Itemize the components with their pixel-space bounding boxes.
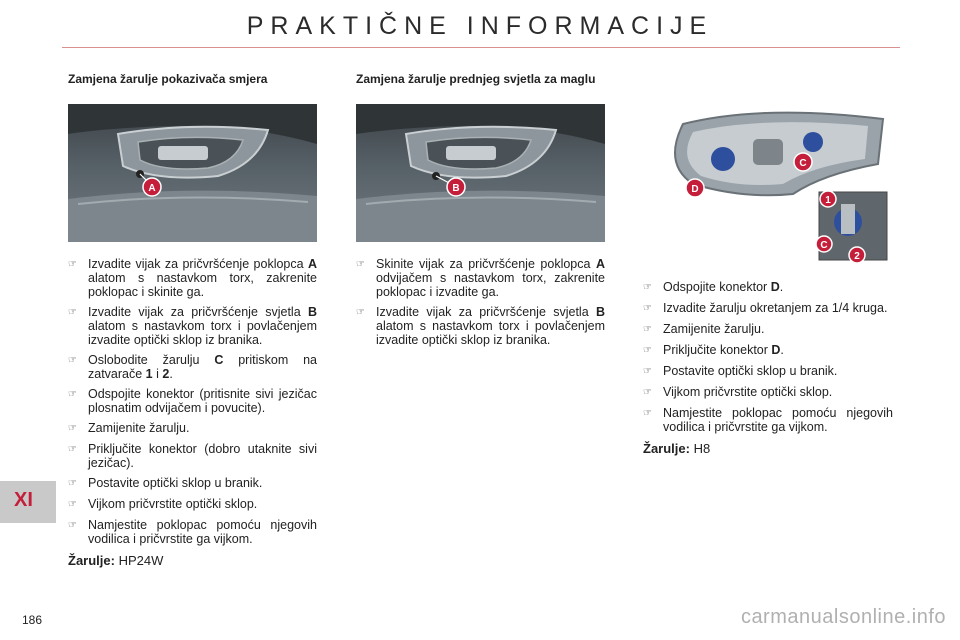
col3-instructions	[643, 280, 893, 456]
list-item	[643, 280, 893, 295]
text-fragment: .	[780, 343, 784, 357]
list-item-text	[88, 257, 317, 299]
page-number: 186	[22, 613, 43, 627]
list-item	[356, 257, 605, 299]
list-item	[643, 343, 893, 358]
callout-reference: D	[770, 280, 780, 294]
list-item-text	[663, 406, 893, 434]
callout-a-label: A	[148, 183, 156, 194]
list-item	[643, 301, 893, 316]
list-item-text	[88, 497, 317, 512]
text-fragment: Izvadite vijak za pričvršćenje svjetla	[88, 305, 308, 319]
text-fragment: Izvadite vijak za pričvršćenje poklopca	[88, 257, 308, 271]
bulb-spec-label: Žarulje:	[68, 553, 115, 568]
list-item	[643, 385, 893, 400]
callout-reference: 1	[145, 367, 153, 381]
callout-reference: 2	[162, 367, 170, 381]
list-item-text	[663, 280, 893, 295]
bulb-spec-value: H8	[693, 441, 711, 456]
list-item-text	[88, 442, 317, 470]
list-item-text	[376, 305, 605, 347]
list-item	[68, 257, 317, 299]
text-fragment: Odspojite konektor (pritisnite sivi jezičac plosnatim odvijačem i povucite).	[88, 387, 317, 415]
list-item-text	[88, 305, 317, 347]
bulb-spec	[643, 442, 893, 456]
text-fragment: Vijkom pričvrstite optički sklop.	[663, 385, 833, 399]
pointing-hand-icon: ☞	[356, 259, 365, 270]
pointing-hand-icon: ☞	[68, 444, 77, 455]
callout-d-label: D	[691, 184, 699, 195]
col1-heading: Zamjena žarulje pokazivača smjera	[68, 72, 268, 86]
pointing-hand-icon: ☞	[643, 345, 652, 356]
callout-reference: A	[595, 257, 605, 271]
text-fragment: i	[152, 367, 163, 381]
callout-c-label: C	[799, 158, 807, 169]
callout-1-label: 1	[825, 195, 831, 206]
list-item	[68, 421, 317, 436]
list-item	[68, 497, 317, 512]
text-fragment: Odspojite konektor	[663, 280, 771, 294]
text-fragment: Skinite vijak za pričvršćenje poklopca	[376, 257, 596, 271]
page-title: PRAKTIČNE INFORMACIJE	[246, 12, 714, 40]
callout-c2-label: C	[820, 240, 828, 251]
col2-heading: Zamjena žarulje prednjeg svjetla za maglu	[356, 72, 596, 86]
text-fragment: Oslobodite žarulju	[88, 353, 215, 367]
pointing-hand-icon: ☞	[643, 303, 652, 314]
callout-2-label: 2	[854, 251, 860, 262]
callout-b-label: B	[452, 183, 460, 194]
callout-reference: B	[595, 305, 605, 319]
callout-reference: B	[307, 305, 317, 319]
list-item-text	[88, 518, 317, 546]
text-fragment: Zamijenite žarulju.	[88, 421, 190, 435]
list-item-text	[88, 476, 317, 491]
headlamp-unit-illustration	[643, 104, 893, 269]
pointing-hand-icon: ☞	[356, 307, 365, 318]
title-divider	[62, 47, 900, 48]
list-item	[643, 364, 893, 379]
pointing-hand-icon: ☞	[643, 408, 652, 419]
list-item	[68, 518, 317, 546]
callout-reference: D	[771, 343, 781, 357]
text-fragment: Izvadite vijak za pričvršćenje svjetla	[376, 305, 596, 319]
pointing-hand-icon: ☞	[68, 423, 77, 434]
list-item	[643, 322, 893, 337]
pointing-hand-icon: ☞	[68, 478, 77, 489]
text-fragment: Priključite konektor	[663, 343, 772, 357]
callout-reference: C	[214, 353, 224, 367]
pointing-hand-icon: ☞	[643, 387, 652, 398]
text-fragment: Namjestite poklopac pomoću njegovih vodilica i pričvrstite ga vijkom.	[663, 406, 893, 434]
list-item-text	[376, 257, 605, 299]
text-fragment: alatom s nastavkom torx i povlačenjem izvadite optički sklop iz branika.	[376, 319, 605, 347]
list-item-text	[663, 343, 893, 358]
list-item	[356, 305, 605, 347]
text-fragment: alatom s nastavkom torx, zakrenite poklopac i skinite ga.	[88, 271, 317, 299]
fog-light-photo	[356, 104, 605, 242]
text-fragment: Postavite optički sklop u branik.	[663, 364, 838, 378]
list-item-text	[88, 353, 317, 381]
pointing-hand-icon: ☞	[68, 389, 77, 400]
text-fragment: Vijkom pričvrstite optički sklop.	[88, 497, 258, 511]
bulb-spec-value: HP24W	[118, 553, 164, 568]
list-item	[68, 442, 317, 470]
text-fragment: Zamijenite žarulju.	[663, 322, 765, 336]
pointing-hand-icon: ☞	[68, 259, 77, 270]
text-fragment: Izvadite žarulju okretanjem za 1/4 kruga.	[663, 301, 888, 315]
chapter-label: XI	[14, 489, 33, 511]
pointing-hand-icon: ☞	[643, 324, 652, 335]
pointing-hand-icon: ☞	[643, 282, 652, 293]
list-item-text	[663, 301, 893, 316]
pointing-hand-icon: ☞	[643, 366, 652, 377]
text-fragment: odvijačem s nastavkom torx, zakrenite poklopac i izvadite ga.	[376, 271, 605, 299]
text-fragment: .	[169, 367, 173, 381]
text-fragment: Postavite optički sklop u branik.	[88, 476, 263, 490]
bulb-spec	[68, 554, 317, 568]
col1-instructions	[68, 257, 317, 568]
col2-instructions	[356, 257, 605, 353]
text-fragment: Priključite konektor (dobro utaknite sivi jezičac).	[88, 442, 317, 470]
list-item	[643, 406, 893, 434]
list-item-text	[663, 322, 893, 337]
text-fragment: alatom s nastavkom torx i povlačenjem izvadite optički sklop iz branika.	[88, 319, 317, 347]
text-fragment: pritiskom na zatvarače	[88, 353, 318, 381]
list-item-text	[663, 364, 893, 379]
list-item	[68, 353, 317, 381]
list-item	[68, 305, 317, 347]
bulb-spec-label: Žarulje:	[643, 441, 690, 456]
pointing-hand-icon: ☞	[68, 307, 77, 318]
list-item-text	[88, 387, 317, 415]
text-fragment: .	[779, 280, 784, 294]
pointing-hand-icon: ☞	[68, 355, 77, 366]
list-item	[68, 476, 317, 491]
pointing-hand-icon: ☞	[68, 520, 77, 531]
list-item-text	[88, 421, 317, 436]
chapter-tab	[0, 481, 56, 523]
text-fragment: Namjestite poklopac pomoću njegovih vodilica i pričvrstite ga vijkom.	[88, 518, 317, 546]
callout-reference: A	[307, 257, 317, 271]
turn-signal-photo	[68, 104, 317, 242]
list-item	[68, 387, 317, 415]
pointing-hand-icon: ☞	[68, 499, 77, 510]
list-item-text	[663, 385, 893, 400]
watermark: carmanualsonline.info	[740, 606, 946, 628]
